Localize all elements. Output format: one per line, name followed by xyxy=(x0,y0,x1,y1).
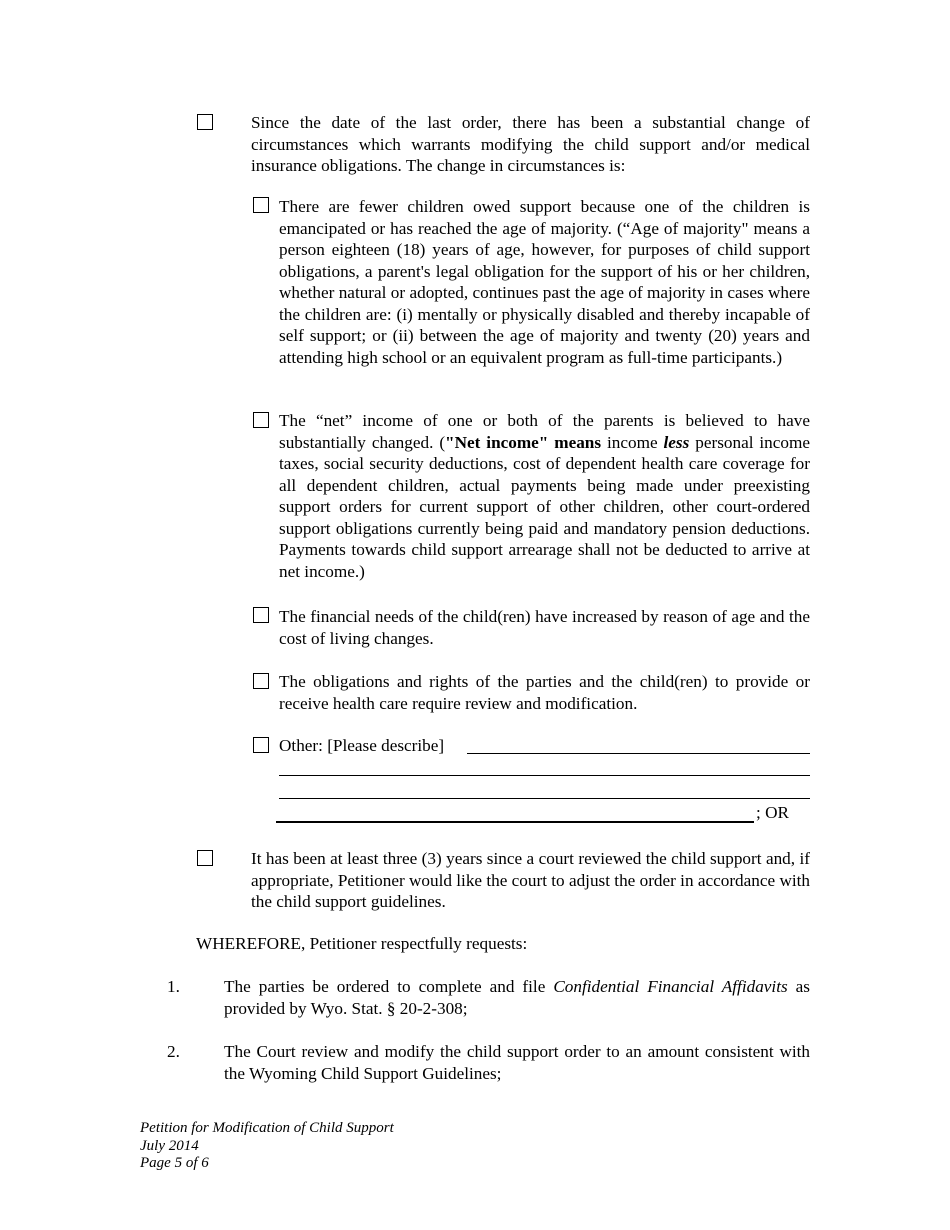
fewer-children-text: There are fewer children owed support because one of the children is emancipated or has reached the age of majority. (“Age of majority" means a person eighteen (18) years of age, however, for purposes of child support obligations, a parent's legal obligation for the support of his or her children, whether natural or adopted, continues past the age of majority in cases where the children are: (i) mentally or physically disabled and thereby incapable of self support; or (ii) between the age of majority and twenty (20) years and attending high school or an equivalent program as full-time participants.) xyxy=(279,197,810,367)
other-description-line-4[interactable] xyxy=(276,821,754,823)
obligations-checkbox[interactable] xyxy=(253,673,269,689)
footer-page-number: Page 5 of 6 xyxy=(140,1155,209,1171)
request-1-number: 1. xyxy=(167,977,180,996)
or-connector: ; OR xyxy=(756,803,789,822)
financial-needs-checkbox[interactable] xyxy=(253,607,269,623)
less-emphasis: less xyxy=(663,432,690,452)
change-checkbox[interactable] xyxy=(197,114,213,130)
footer-title: Petition for Modification of Child Support xyxy=(140,1120,394,1136)
three-years-text: It has been at least three (3) years since a court reviewed the child support and, if appropriate, Petitioner would like the court to adjust the order in accordance with the child support guidelines. xyxy=(251,849,810,911)
other-label: Other: [Please describe] xyxy=(279,736,445,755)
other-checkbox[interactable] xyxy=(253,737,269,753)
request-2-text: The Court review and modify the child support order to an amount consistent with the Wyoming Child Support Guidelines; xyxy=(224,1042,810,1083)
page-footer xyxy=(140,1120,394,1173)
net-income-text: The “net” income of one or both of the parents is believed to have substantially changed. ("Net income" means income less personal income taxes, social security deductions, cost of dependent health care coverage for all dependent children, actual payments being made under preexisting support orders for current support of other children, other court-ordered support obligations currently being paid and mandatory pension deductions. Payments towards child support arrearage shall not be deducted to arrive at net income.) xyxy=(279,411,810,581)
other-description-line-2[interactable] xyxy=(279,775,810,776)
financial-needs-text: The financial needs of the child(ren) have increased by reason of age and the cost of living changes. xyxy=(279,607,810,648)
affidavits-title: Confidential Financial Affidavits xyxy=(553,977,788,996)
change-text: Since the date of the last order, there has been a substantial change of circumstances which warrants modifying the child support and/or medical insurance obligations. The change in circumstances is: xyxy=(251,113,810,175)
footer-date: July 2014 xyxy=(140,1137,199,1154)
net-income-checkbox[interactable] xyxy=(253,412,269,428)
request-1-text: The parties be ordered to complete and file Confidential Financial Affidavits as provided by Wyo. Stat. § 20-2-308; xyxy=(224,977,810,1018)
request-2-number: 2. xyxy=(167,1042,180,1061)
fewer-children-checkbox[interactable] xyxy=(253,197,269,213)
net-income-definition-term: "Net income" means xyxy=(445,432,602,452)
other-description-line-3[interactable] xyxy=(279,798,810,799)
three-years-checkbox[interactable] xyxy=(197,850,213,866)
wherefore-line: WHEREFORE, Petitioner respectfully requests: xyxy=(196,934,528,953)
other-description-line-1[interactable] xyxy=(467,753,810,754)
obligations-text: The obligations and rights of the parties and the child(ren) to provide or receive health care require review and modification. xyxy=(279,672,810,713)
